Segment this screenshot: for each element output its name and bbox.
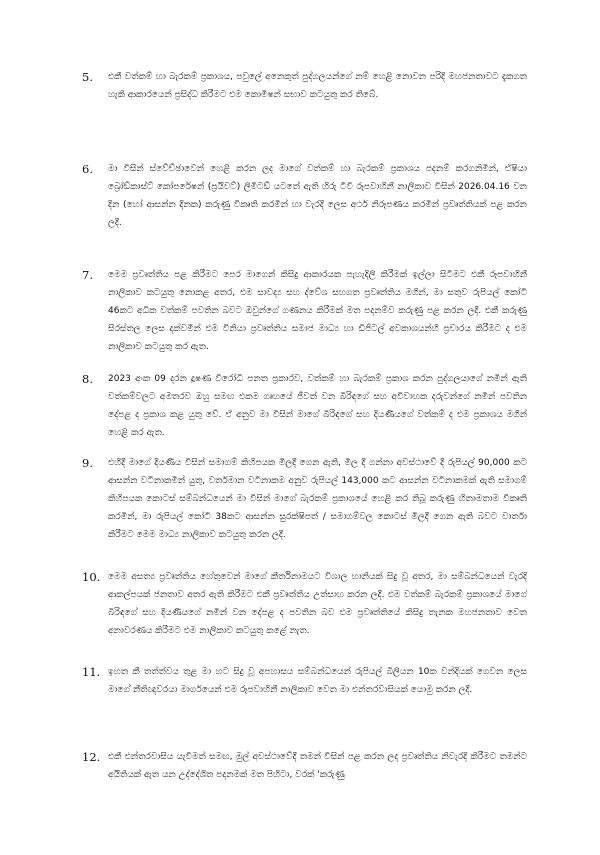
paragraph-number: 6. — [82, 162, 93, 176]
paragraph-number: 12. — [82, 750, 101, 764]
paragraph-text: එහිදී මාගේ දියණිය විසින් සමාගම් කිහිපයක මිලදී ගෙන ඇති, මිල දී ගන්නා අවස්ථාවේ දී රුපියල් 90,000 කට ආසන්න වටිනාකමින් යුතු, වර්තමාන වටිනාකම අනුව රුපියල් 143,000 කට ආසන්න වටිනාකමක් ඇති සමාගම් කිහිපයක කොටස් සම්බන්ධයෙන් මා විසින් මාගේ බැරකම් ප්‍රකාශයේ හෙළි කර තිබූ කරුණු හිතාමතාම විකෘති කරමින්, මා රුපියල් කෝටි 38කට ආසන්න සුරක්ෂිපත් / සමාගම්වල කොටස් මිලදී ගෙන ඇති බවට වාර්තා කිරීමට මෙම මාධ්‍ය නාලිකාව කටයුතු කරන ලදී. — [108, 458, 527, 540]
paragraph-12 — [82, 748, 527, 802]
paragraph-number: 11. — [82, 665, 101, 679]
paragraph-text: මෙම අසත්‍ය ප්‍රවෘත්තිය හේතුවෙන් මාගේ කීර්තිනාමයට විශාල හානියක් සිදු වූ අතර, මා සම්බන්ධයෙන් වැරදි ආකල්පයක් ජනතාව අතර ඇති කිරීමට එකී ප්‍රවෘත්තිය උත්සාහ කරන ලදී. එම වත්කම් බැරකම් ප්‍රකාශයේ මාගේ බිරිඳගේ සහ දියණියගේ නමින් වන දේපළ ද පවතින බව එම ප්‍රවෘත්තියේ කිසිදු තැනක මහජනතාව වෙත අනාවරණය කිරීමට එම නාලිකාව කටයුතු කළේ නැත. — [108, 572, 527, 636]
paragraph-5 — [82, 68, 527, 122]
paragraph-number: 7. — [82, 268, 93, 282]
paragraph-text: එකී වත්කම් හා බැරකම් ප්‍රකාශය, පවුලේ අනෙකුත් පුද්ගලයන්ගේ නම් හෙළි නොවන පරිදි මහජනතාවට දැකගත හැකි ආකාරයෙන් ප්‍රසිද්ධ කිරීමට එම කොමිෂන් සභාව කටයුතු කර තිබේ. — [108, 72, 527, 100]
paragraph-11 — [82, 663, 527, 717]
paragraph-number: 10. — [82, 570, 101, 584]
paragraph-text: එකී එන්තරවාසිය යැවීමත් සමඟ, මුල් අවස්ථාවේදී තමන් විසින් පළ කරන ලද ප්‍රවෘත්තිය නිවැරදි කිරීමට තමන්ට අයිතියක් ඇත යන උද්දේශිත පදනමක් මත පිහිටා, වරක් 'කරුණු — [108, 752, 527, 780]
paragraph-text: ඉහත කී තත්ත්වය තුළ මා හට සිදු වූ අපහාසය සම්බන්ධයෙන් රුපියල් බිලියන 10ක වන්දියක් ගෙවන ලෙස මාගේ නීතිඥවරයා මාර්ගයෙන් එම රූපවාහිනී නාලිකාව වෙත මා එන්තරවාසියක් යොමු කරන ලදී. — [108, 667, 527, 695]
paragraph-8 — [82, 370, 527, 442]
paragraph-number: 5. — [82, 70, 93, 84]
paragraph-7 — [82, 266, 527, 356]
paragraph-number: 8. — [82, 372, 93, 386]
paragraph-text: මා විසින් ස්වේච්ඡාවෙන් හෙළි කරන ලද මාගේ වත්කම් හා බැරකම් ප්‍රකාශය පදනම් කරගනිමින්, ඒෂියා බ්‍රෝඩ්කාස්ට් කෝපරේෂන් (ප්‍රයිවට්) ලිමිටඩ් යටතේ ඇති හිරු ටීවී රූපවාහිනී නාලිකාව විසින් 2026.04.16 වන දින (හෝ ආසන්න දිනක) කරුණු විකෘති කරමින් හා වැරදි ලෙස අර්ථ නිරූපණය කරමින් ප්‍රවෘත්තියක් පළ කරන ලදී. — [108, 164, 527, 228]
paragraph-10 — [82, 568, 527, 658]
paragraph-text: මෙම ප්‍රවෘත්තිය පළ කිරීමට පෙර මාගෙන් කිසිදු ආකාරයක පැහැදිලි කිරීමක් ඉල්ලා සිටීමට එකී රූපවාහිනී නාලිකාව කටයුතු නොකළ අතර, එම සාවද්‍ය සහ ද්වේශ සහගත ප්‍රවෘත්තිය මගින්, මා සතුව රුපියල් කෝටි 46කට අධික වත්කම් පවතින බවට ඔවුන්ගේ ගණනය කිරීමක් මත පදනම්ව කරුණු පළ කරන ලදී. එකී කරුණු සිරස්තල ලෙස දක්වමින් එම විනියා ප්‍රවෘත්තිය සමාජ මාධ්‍ය හා ඩිජිටල් අවකාශයන්හි ප්‍රචාරය කිරීමට ද එම නාලිකාව කටයුතු කර ඇත. — [108, 270, 527, 352]
paragraph-number: 9. — [82, 456, 93, 470]
paragraph-9 — [82, 454, 527, 562]
paragraph-text: 2023 අංක 09 දරන දූෂණ විරෝධී පනත ප්‍රකාරව, වත්කම් හා බැරකම් ප්‍රකාශ කරන පුද්ගලයාගේ නමින් ඇති වත්කම්වලට අමතරව ඔහු සමඟ එකම ගෘහයේ ජීවත් වන බිරිඳගේ සහ අවිවාහක දරුවන්ගේ නමින් පවතින දේපළ ද ප්‍රකාශ කළ යුතු වේ. ඒ අනුව මා විසින් මාගේ බිරිඳගේ සහ දියණියගේ වත්කම් ද එම ප්‍රකාශය මගින් හෙළි කර ඇත. — [108, 374, 527, 438]
paragraph-6 — [82, 160, 527, 250]
